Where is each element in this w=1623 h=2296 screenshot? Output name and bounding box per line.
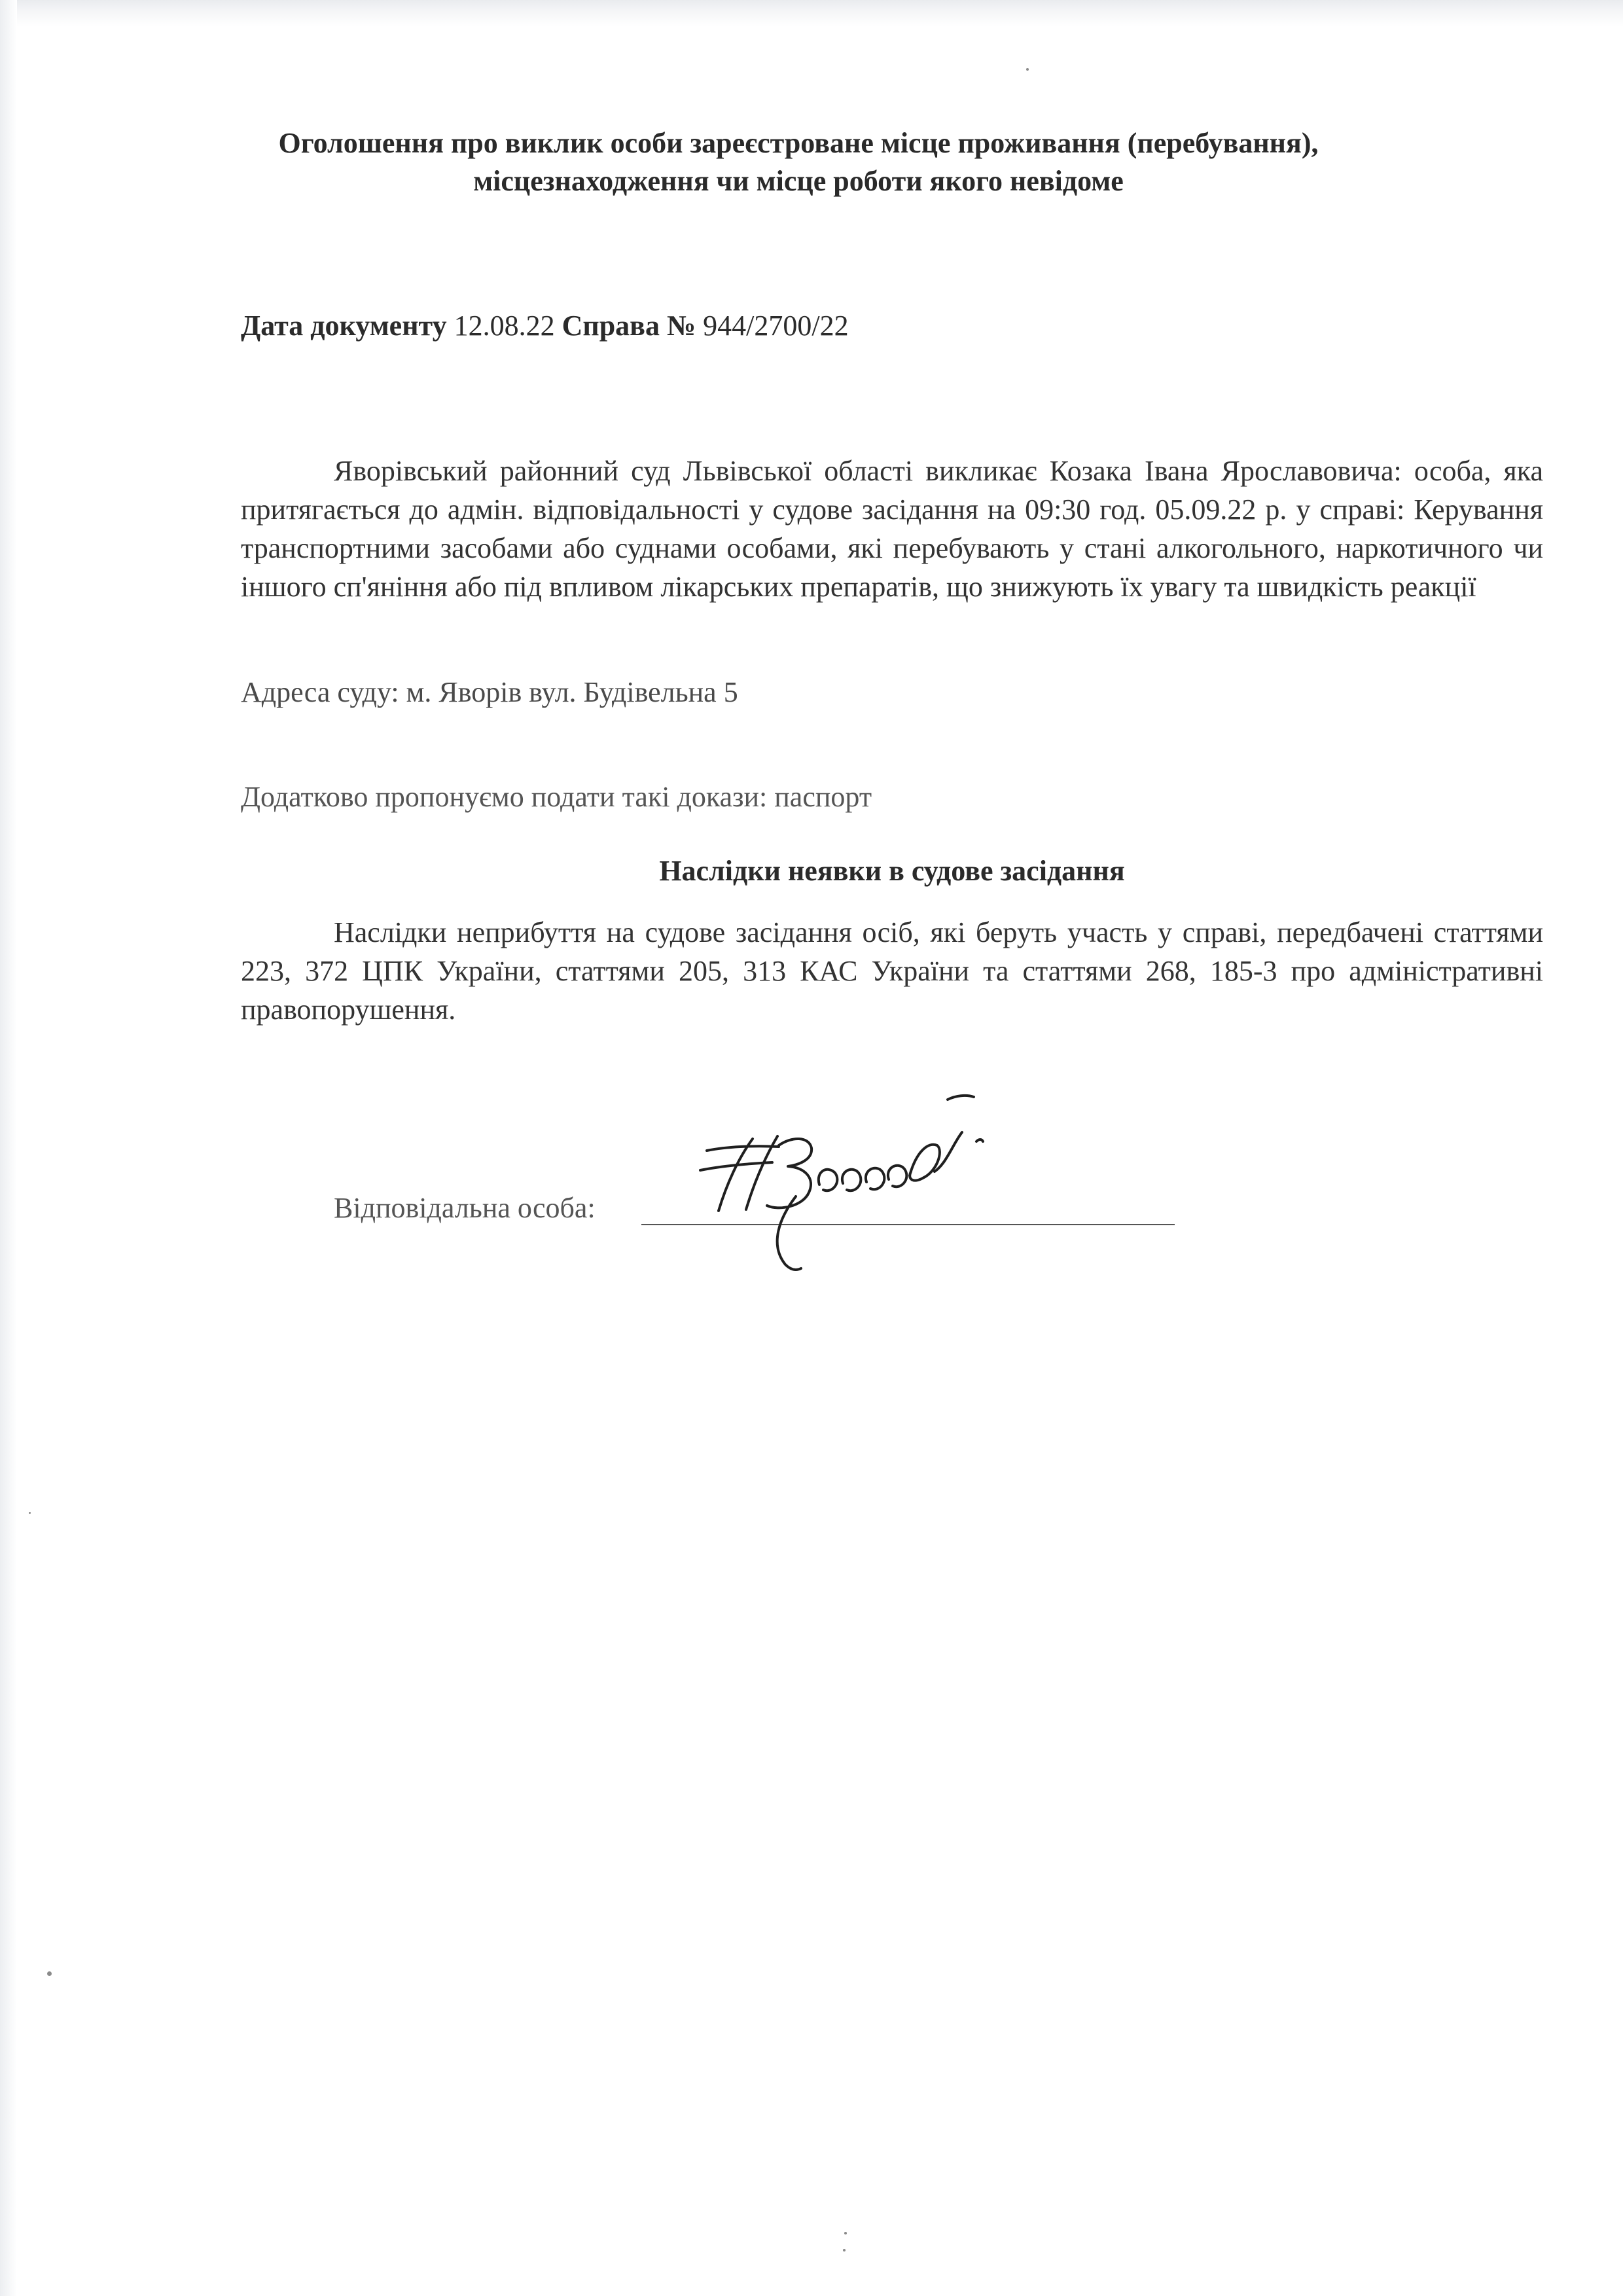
handwritten-signature — [681, 1073, 1021, 1283]
scan-speck — [844, 2232, 847, 2234]
scan-speck — [47, 1971, 52, 1976]
case-value: 944/2700/22 — [703, 310, 849, 342]
scan-edge-top — [0, 0, 1623, 26]
scan-speck — [1026, 68, 1029, 71]
evidence-request: Додатково пропонуємо подати такі докази: паспорт — [241, 781, 872, 813]
signature-label: Відповідальна особа: — [334, 1192, 596, 1224]
court-address: Адреса суду: м. Яворів вул. Будівельна 5 — [241, 676, 738, 708]
document-title-line-2: місцезнаходження чи місце роботи якого невідоме — [473, 165, 1124, 197]
date-label: Дата документу — [241, 310, 447, 342]
document-title-line-1: Оголошення про виклик особи зареєстроване місце проживання (перебування), — [278, 127, 1319, 159]
document-meta — [241, 308, 849, 344]
date-value: 12.08.22 — [454, 310, 555, 342]
case-label: Справа № — [562, 310, 696, 342]
scan-edge-left — [0, 0, 17, 2296]
summons-paragraph: Яворівський районний суд Львівської області викликає Козака Івана Ярославовича: особа, яка притягається до адмін. відповідальності у судове засідання на 09:30 год. 05.09.22 р. у справі: Керування транспортними засобами або суднами особами, які перебувають у стані алкогольного, наркотичного чи іншого сп'яніння або під впливом лікарських препаратів, що знижують їх увагу та швидкість реакції — [241, 455, 1543, 603]
scan-speck — [29, 1512, 31, 1514]
consequences-paragraph: Наслідки неприбуття на судове засідання осіб, які беруть участь у справі, передбачені статтями 223, 372 ЦПК України, статтями 205, 313 КАС України та статтями 268, 185-3 про адміністративні правопорушення. — [241, 916, 1543, 1026]
document-title — [196, 124, 1400, 200]
scan-speck — [843, 2249, 846, 2251]
consequences-heading: Наслідки неявки в судове засідання — [659, 855, 1125, 887]
